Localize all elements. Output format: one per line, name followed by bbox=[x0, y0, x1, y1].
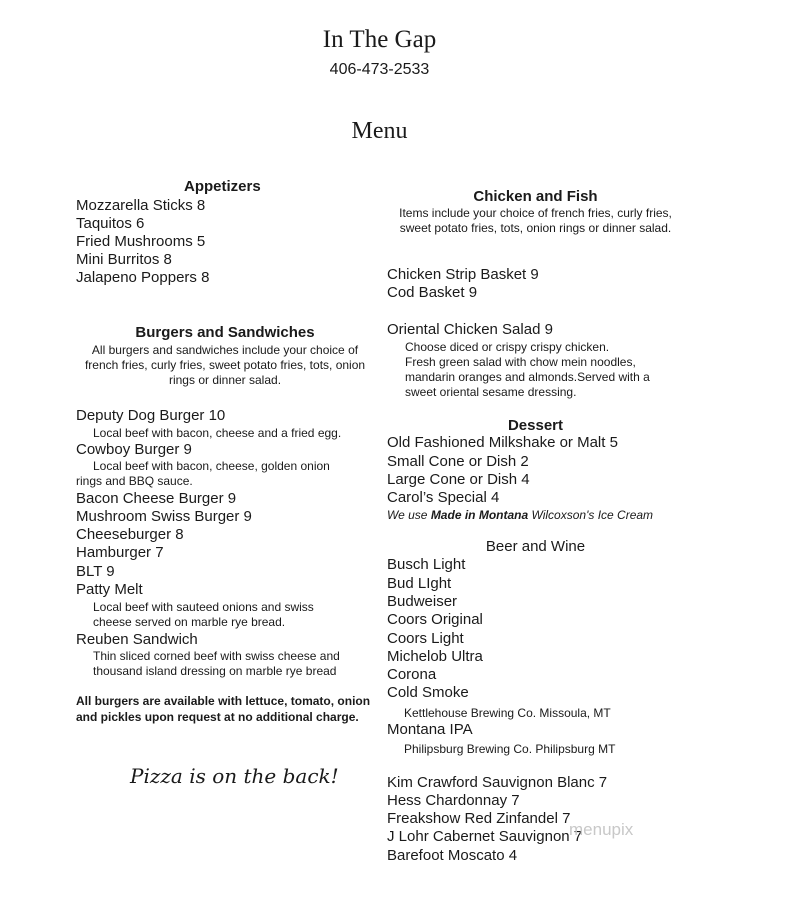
beer-item: Michelob Ultra bbox=[387, 648, 483, 665]
ice-cream-note-bold: Made in Montana bbox=[430, 508, 529, 522]
appetizer-item: Mozzarella Sticks 8 bbox=[76, 197, 206, 214]
appetizer-item: Jalapeno Poppers 8 bbox=[76, 269, 210, 286]
restaurant-name: In The Gap bbox=[322, 26, 437, 53]
burger-item: Mushroom Swiss Burger 9 bbox=[76, 508, 252, 525]
dessert-item: Old Fashioned Milkshake or Malt 5 bbox=[387, 434, 618, 451]
pizza-note: Pizza is on the back! bbox=[130, 764, 339, 788]
wine-item: Hess Chardonnay 7 bbox=[387, 792, 520, 809]
burger-desc: rings and BBQ sauce. bbox=[76, 474, 193, 488]
beer-item: Corona bbox=[387, 666, 437, 683]
brewery-note: Philipsburg Brewing Co. Philipsburg MT bbox=[404, 742, 616, 756]
beer-item: Bud LIght bbox=[387, 575, 452, 592]
beer-item: Cold Smoke bbox=[387, 684, 469, 701]
burger-item-reuben: Reuben Sandwich bbox=[76, 631, 198, 648]
burger-item: Bacon Cheese Burger 9 bbox=[76, 490, 237, 507]
wine-item: Kim Crawford Sauvignon Blanc 7 bbox=[387, 774, 608, 791]
dessert-item: Large Cone or Dish 4 bbox=[387, 471, 530, 488]
beer-item: Coors Original bbox=[387, 611, 483, 628]
watermark: menupix bbox=[569, 820, 634, 839]
chicken-fish-intro: Items include your choice of french fries, curly fries, sweet potato fries, tots, onion rings or dinner salad. bbox=[399, 206, 672, 235]
menu-title: Menu bbox=[351, 118, 408, 144]
chicken-fish-item-salad: Oriental Chicken Salad 9 bbox=[387, 321, 553, 338]
appetizer-item: Taquitos 6 bbox=[76, 215, 145, 232]
beer-item: Montana IPA bbox=[387, 721, 473, 738]
dessert-item: Small Cone or Dish 2 bbox=[387, 453, 529, 470]
phone-number: 406-473-2533 bbox=[329, 61, 430, 78]
burger-item-cowboy: Cowboy Burger 9 bbox=[76, 441, 192, 458]
ice-cream-note-post: Wilcoxson's Ice Cream bbox=[528, 508, 654, 522]
chicken-fish-item: Chicken Strip Basket 9 bbox=[387, 266, 539, 283]
appetizer-item: Fried Mushrooms 5 bbox=[76, 233, 206, 250]
burger-item: Hamburger 7 bbox=[76, 544, 164, 561]
ice-cream-note-pre: We use bbox=[387, 508, 431, 522]
dessert-heading: Dessert bbox=[507, 417, 564, 434]
burgers-heading: Burgers and Sandwiches bbox=[135, 324, 315, 341]
salad-desc: Fresh green salad with chow mein noodles, bbox=[405, 355, 636, 369]
ice-cream-note bbox=[387, 508, 653, 522]
chicken-fish-heading: Chicken and Fish bbox=[473, 188, 598, 205]
burger-desc: cheese served on marble rye bread. bbox=[93, 615, 286, 629]
wine-item: Barefoot Moscato 4 bbox=[387, 847, 518, 864]
wine-item: J Lohr Cabernet Sauvignon 7 bbox=[387, 828, 583, 845]
burger-desc: thousand island dressing on marble rye bread bbox=[93, 664, 337, 678]
brewery-note: Kettlehouse Brewing Co. Missoula, MT bbox=[404, 706, 611, 720]
beer-item: Budweiser bbox=[387, 593, 458, 610]
salad-desc: Choose diced or crispy crispy chicken. bbox=[405, 340, 610, 354]
burgers-intro: All burgers and sandwiches include your choice of french fries, curly fries, sweet potato fries, tots, onion rings or dinner salad. bbox=[84, 343, 366, 387]
appetizer-item: Mini Burritos 8 bbox=[76, 251, 172, 268]
beer-item: Busch Light bbox=[387, 556, 466, 573]
toppings-note: All burgers are available with lettuce, tomato, onion and pickles upon request at no additional charge. bbox=[76, 694, 371, 724]
burger-item: Cheeseburger 8 bbox=[76, 526, 184, 543]
salad-desc: mandarin oranges and almonds.Served with a bbox=[405, 370, 650, 384]
burger-desc: Local beef with sauteed onions and swiss bbox=[93, 600, 314, 614]
beer-wine-heading: Beer and Wine bbox=[485, 538, 586, 555]
burger-item-deputy-dog: Deputy Dog Burger 10 bbox=[76, 407, 226, 424]
burger-item: BLT 9 bbox=[76, 563, 115, 580]
burger-desc: Local beef with bacon, cheese and a fried egg. bbox=[93, 426, 342, 440]
chicken-fish-item: Cod Basket 9 bbox=[387, 284, 478, 301]
salad-desc: sweet oriental sesame dressing. bbox=[405, 385, 577, 399]
burger-desc: Thin sliced corned beef with swiss cheese and bbox=[93, 649, 340, 663]
appetizers-heading: Appetizers bbox=[184, 178, 261, 195]
burger-item-patty-melt: Patty Melt bbox=[76, 581, 143, 598]
burger-desc: Local beef with bacon, cheese, golden onion bbox=[93, 459, 330, 473]
dessert-item: Carol’s Special 4 bbox=[387, 489, 500, 506]
wine-item: Freakshow Red Zinfandel 7 bbox=[387, 810, 571, 827]
beer-item: Coors Light bbox=[387, 630, 464, 647]
